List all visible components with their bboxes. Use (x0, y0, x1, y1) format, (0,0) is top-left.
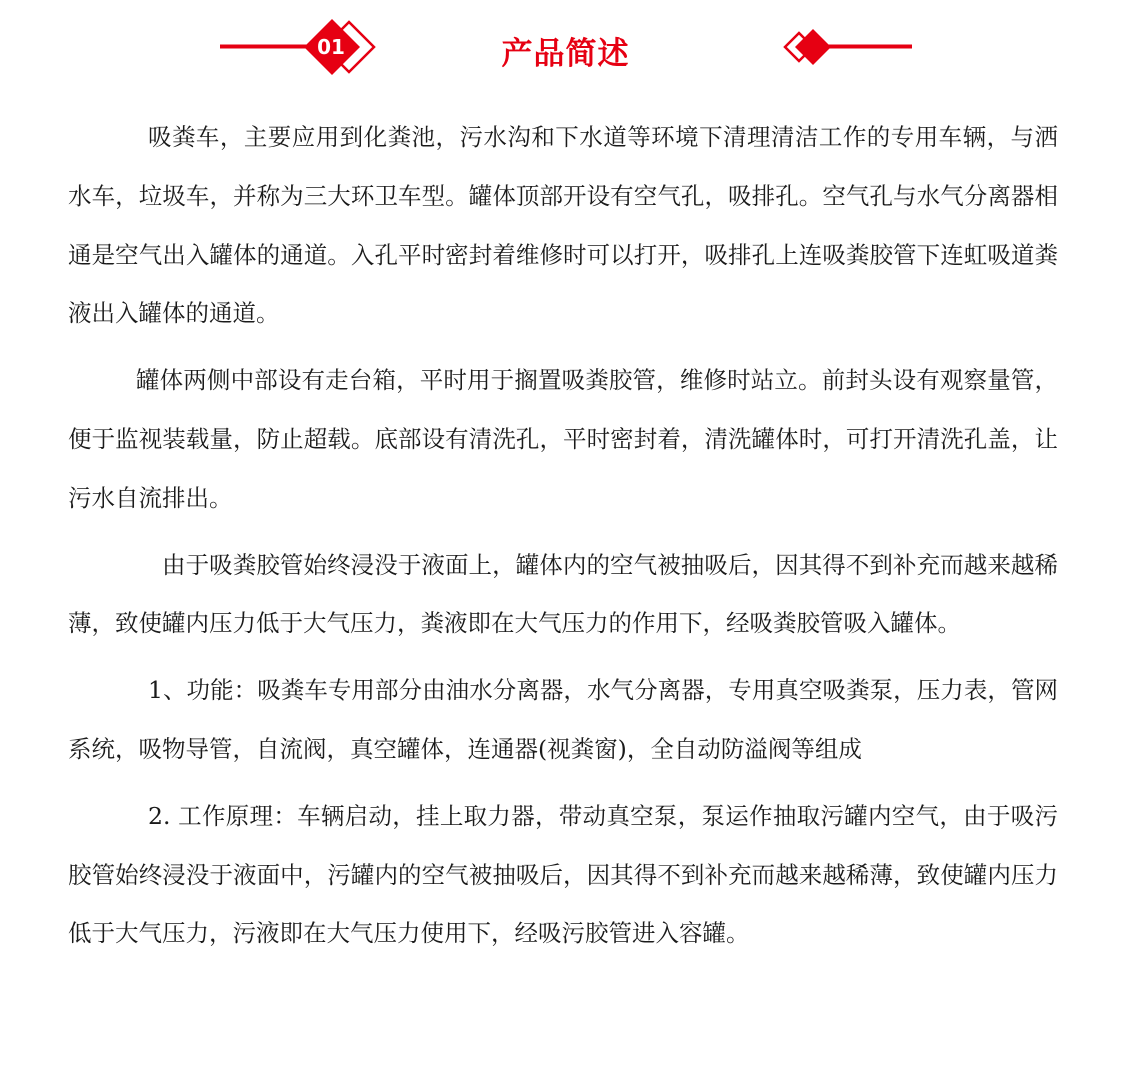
paragraph-suction-principle: 由于吸粪胶管始终浸没于液面上，罐体内的空气被抽吸后，因其得不到补充而越来越稀薄，致使罐内压力低于大气压力，粪液即在大气压力的作用下，经吸粪胶管吸入罐体。 (68, 550, 1058, 638)
article-body (68, 108, 1058, 963)
paragraph-working-principle: 2. 工作原理：车辆启动，挂上取力器，带动真空泵，泵运作抽取污罐内空气，由于吸污胶管始终浸没于液面中，污罐内的空气被抽吸后，因其得不到补充而越来越稀薄，致使罐内压力低于大气压力，污液即在大气压力使用下，经吸污胶管进入容罐。 (68, 801, 1058, 948)
paragraph-overview: 吸粪车，主要应用到化粪池，污水沟和下水道等环境下清理清洁工作的专用车辆，与洒水车，垃圾车，并称为三大环卫车型。罐体顶部开设有空气孔，吸排孔。空气孔与水气分离器相通是空气出入罐体的通道。入孔平时密封着维修时可以打开，吸排孔上连吸粪胶管下连虹吸道粪液出入罐体的通道。 (68, 123, 1058, 328)
section-number: 01 (317, 35, 345, 59)
section-header (0, 0, 1131, 100)
section-title: 产品简述 (501, 36, 630, 72)
paragraph-functions: 1、功能：吸粪车专用部分由油水分离器，水气分离器，专用真空吸粪泵，压力表，管网系统，吸物导管，自流阀，真空罐体，连通器(视粪窗)，全自动防溢阀等组成 (68, 676, 1058, 763)
paragraph-tank-structure: 罐体两侧中部设有走台箱，平时用于搁置吸粪胶管，维修时站立。前封头设有观察量管，便于监视装载量，防止超载。底部设有清洗孔，平时密封着，清洗罐体时，可打开清洗孔盖，让污水自流排出。 (68, 366, 1058, 512)
